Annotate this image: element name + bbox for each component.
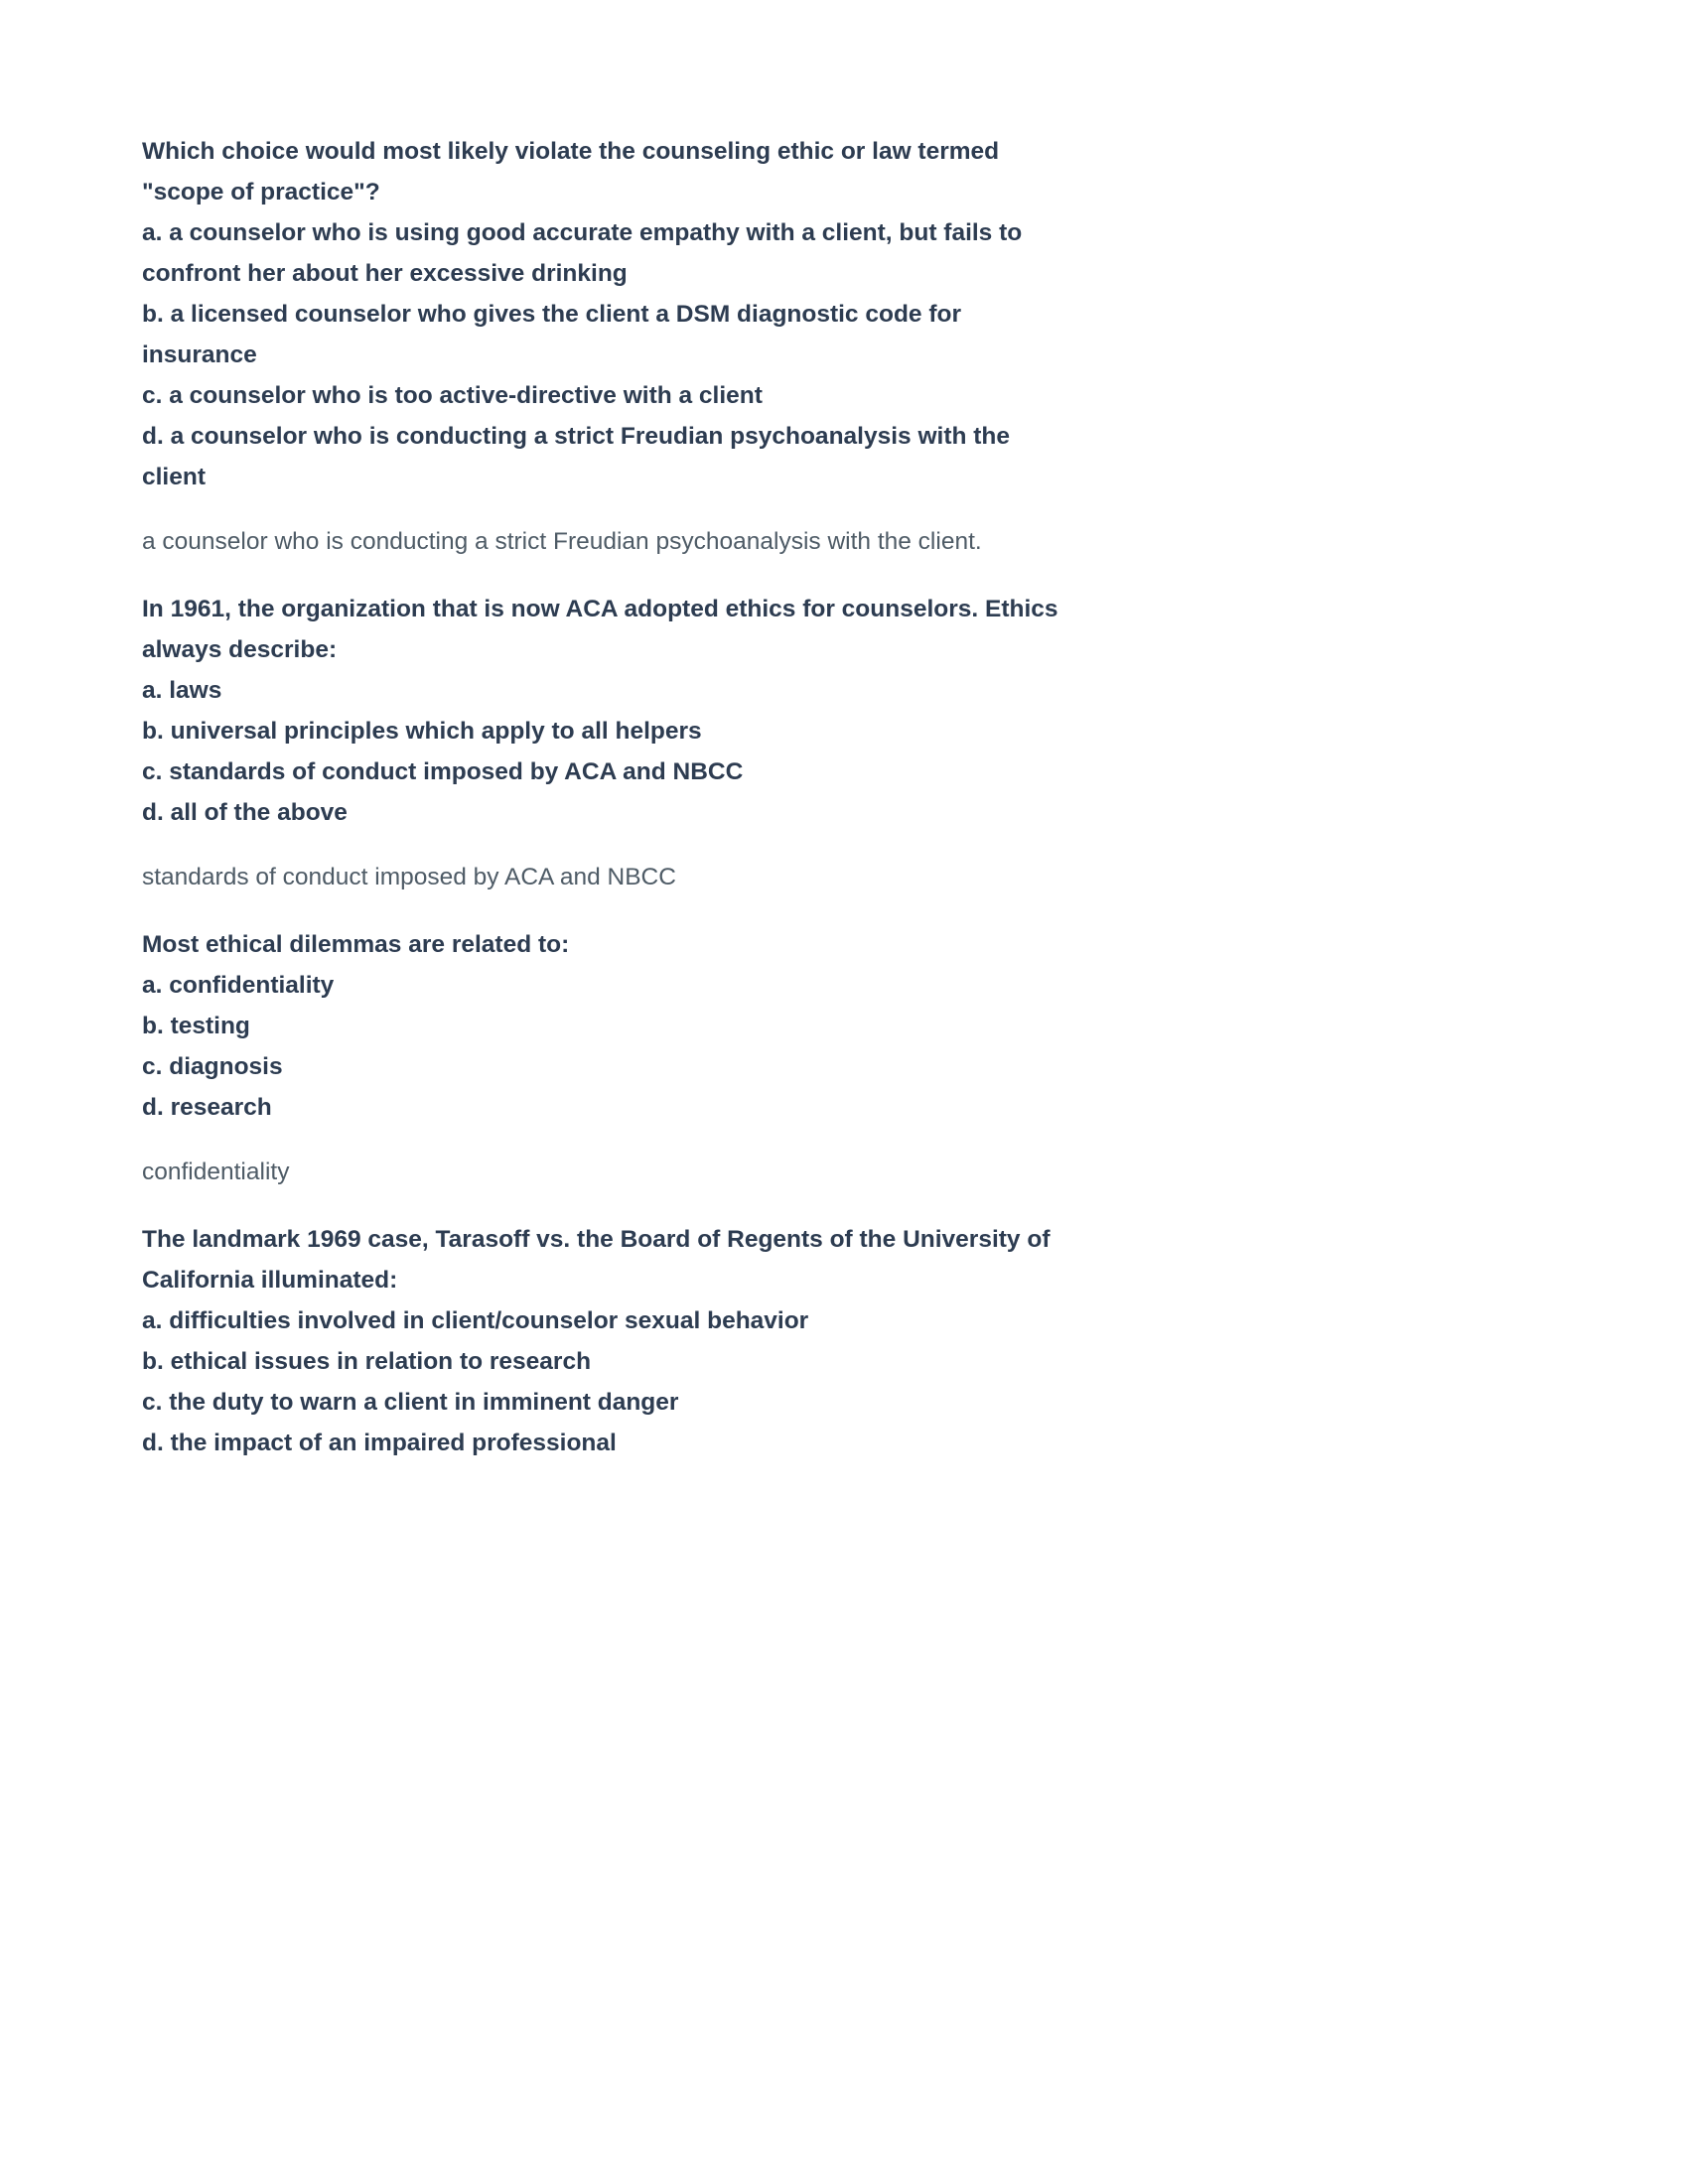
answer-text: a counselor who is conducting a strict Freudian psychoanalysis with the client. (142, 528, 982, 555)
option-line: a. a counselor who is using good accurate empathy with a client, but fails to confront her about her excessive drinking (142, 219, 1023, 287)
question-block (142, 924, 1070, 1128)
option-line: d. a counselor who is conducting a strict Freudian psychoanalysis with the client (142, 423, 1010, 490)
option-line: c. a counselor who is too active-directive with a client (142, 382, 763, 409)
option-line: c. the duty to warn a client in imminent danger (142, 1389, 679, 1416)
question-block (142, 1219, 1070, 1463)
answer-text: confidentiality (142, 1159, 290, 1185)
question-block (142, 131, 1070, 497)
option-line: b. ethical issues in relation to research (142, 1348, 592, 1375)
option-line: c. standards of conduct imposed by ACA and NBCC (142, 758, 744, 785)
option-line: a. laws (142, 677, 222, 704)
option-line: d. all of the above (142, 799, 348, 826)
option-line: a. confidentiality (142, 972, 335, 999)
question-text: The landmark 1969 case, Tarasoff vs. the Board of Regents of the University of California illuminated: (142, 1226, 1051, 1294)
question-text: Which choice would most likely violate the counseling ethic or law termed "scope of practice"? (142, 138, 1000, 205)
question-text: Most ethical dilemmas are related to: (142, 931, 570, 958)
question-block (142, 589, 1070, 833)
question-text: In 1961, the organization that is now ACA adopted ethics for counselors. Ethics always describe: (142, 596, 1058, 663)
options (142, 670, 1070, 833)
option-line: b. universal principles which apply to all helpers (142, 718, 702, 745)
option-line: b. a licensed counselor who gives the client a DSM diagnostic code for insurance (142, 301, 962, 368)
options (142, 1300, 1070, 1463)
question-answer-group (142, 589, 1070, 897)
questions-list (142, 131, 1070, 1463)
options (142, 212, 1070, 497)
answer-text: standards of conduct imposed by ACA and NBCC (142, 864, 676, 890)
option-line: d. the impact of an impaired professional (142, 1430, 617, 1456)
option-line: a. difficulties involved in client/counselor sexual behavior (142, 1307, 809, 1334)
question-answer-group (142, 924, 1070, 1192)
option-line: d. research (142, 1094, 272, 1121)
question-answer-group (142, 1219, 1070, 1463)
options (142, 965, 1070, 1128)
option-line: c. diagnosis (142, 1053, 283, 1080)
question-answer-group (142, 131, 1070, 562)
option-line: b. testing (142, 1013, 250, 1039)
